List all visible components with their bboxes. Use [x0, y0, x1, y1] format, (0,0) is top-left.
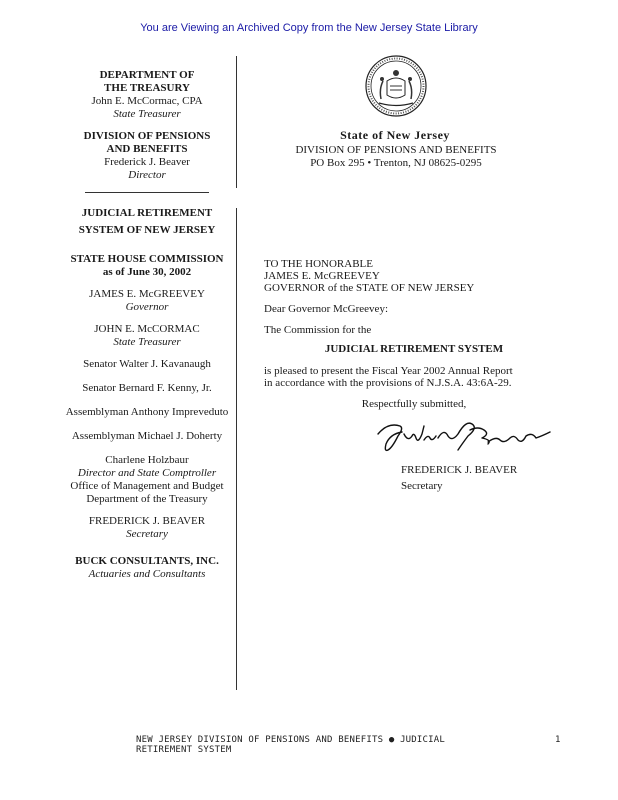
consultant-name: BUCK CONSULTANTS, INC.: [75, 555, 219, 567]
secretary-block: [62, 515, 232, 541]
system-block: [62, 205, 232, 239]
signer-title: Secretary: [401, 480, 443, 492]
letter-paragraph: [264, 365, 564, 389]
holzbaur-office-2: Department of the Treasury: [86, 493, 208, 505]
commission-title: STATE HOUSE COMMISSION: [70, 253, 224, 265]
member-impreveduto: Assemblyman Anthony Impreveduto: [65, 406, 229, 418]
addressee: [264, 258, 564, 294]
commission-block: [62, 253, 232, 279]
treasury-title-2: THE TREASURY: [104, 82, 190, 94]
commission-date: as of June 30, 2002: [102, 266, 192, 278]
addressee-line-3: GOVERNOR of the STATE OF NEW JERSEY: [264, 282, 475, 294]
director-name: Frederick J. Beaver: [104, 156, 190, 168]
letter-body: [264, 258, 564, 494]
treasurer-role: State Treasurer: [113, 108, 181, 120]
letter-system-name: JUDICIAL RETIREMENT SYSTEM: [324, 343, 504, 355]
member-treasurer: [62, 323, 232, 349]
treasury-block: [62, 69, 232, 121]
state-name-heading: State of New Jersey: [340, 128, 450, 142]
footer-text: NEW JERSEY DIVISION OF PENSIONS AND BENEFITS ● JUDICIAL RETIREMENT SYSTEM: [136, 735, 446, 755]
vertical-rule-top: [236, 56, 237, 188]
member-doherty: Assemblyman Michael J. Doherty: [71, 430, 223, 442]
letterhead-address: PO Box 295 • Trenton, NJ 08625-0295: [310, 157, 482, 169]
member-name: JOHN E. McCORMAC: [94, 323, 200, 335]
treasurer-name: John E. McCormac, CPA: [91, 95, 203, 107]
division-title-2: AND BENEFITS: [106, 143, 188, 155]
left-sidebar: [62, 69, 232, 590]
signature-icon: [374, 414, 554, 454]
salutation: Dear Governor McGreevey:: [264, 303, 388, 315]
secretary-role: Secretary: [126, 528, 168, 540]
signer-block: [401, 462, 564, 494]
system-title-1: JUDICIAL RETIREMENT: [81, 207, 213, 219]
letter-body-line-2: in accordance with the provisions of N.J.S.A. 43:6A-29.: [264, 377, 512, 389]
member-role: State Treasurer: [113, 336, 181, 348]
member-kenny: Senator Bernard F. Kenny, Jr.: [82, 382, 212, 394]
holzbaur-office-1: Office of Management and Budget: [70, 480, 224, 492]
state-seal-icon: [365, 55, 427, 117]
letterhead: [280, 144, 512, 170]
addressee-line-2: JAMES E. McGREEVEY: [264, 270, 380, 282]
member-role: Governor: [125, 301, 169, 313]
archive-banner: You are Viewing an Archived Copy from the New Jersey State Library: [140, 22, 478, 34]
member-name: JAMES E. McGREEVEY: [89, 288, 205, 300]
divider: [85, 192, 209, 193]
system-title-2: SYSTEM OF NEW JERSEY: [78, 224, 216, 236]
director-role: Director: [128, 169, 166, 181]
closing: Respectfully submitted,: [361, 398, 467, 410]
letter-body-line-1: is pleased to present the Fiscal Year 2002 Annual Report: [264, 365, 513, 377]
vertical-rule-bottom: [236, 208, 237, 690]
member-kavanaugh: Senator Walter J. Kavanaugh: [83, 358, 211, 370]
consultant-block: [62, 555, 232, 581]
holzbaur-name: Charlene Holzbaur: [105, 454, 189, 466]
letter-intro: The Commission for the: [264, 324, 372, 336]
division-title-1: DIVISION OF PENSIONS: [83, 130, 211, 142]
treasury-title-1: DEPARTMENT OF: [99, 69, 195, 81]
division-block: [62, 130, 232, 182]
holzbaur-block: [62, 454, 232, 506]
letterhead-division: DIVISION OF PENSIONS AND BENEFITS: [295, 144, 497, 156]
consultant-role: Actuaries and Consultants: [88, 568, 206, 580]
secretary-name: FREDERICK J. BEAVER: [88, 515, 206, 527]
signer-name: FREDERICK J. BEAVER: [401, 464, 518, 476]
page-number: 1: [555, 735, 561, 745]
holzbaur-role: Director and State Comptroller: [77, 467, 217, 479]
member-governor: [62, 288, 232, 314]
addressee-line-1: TO THE HONORABLE: [264, 258, 373, 270]
